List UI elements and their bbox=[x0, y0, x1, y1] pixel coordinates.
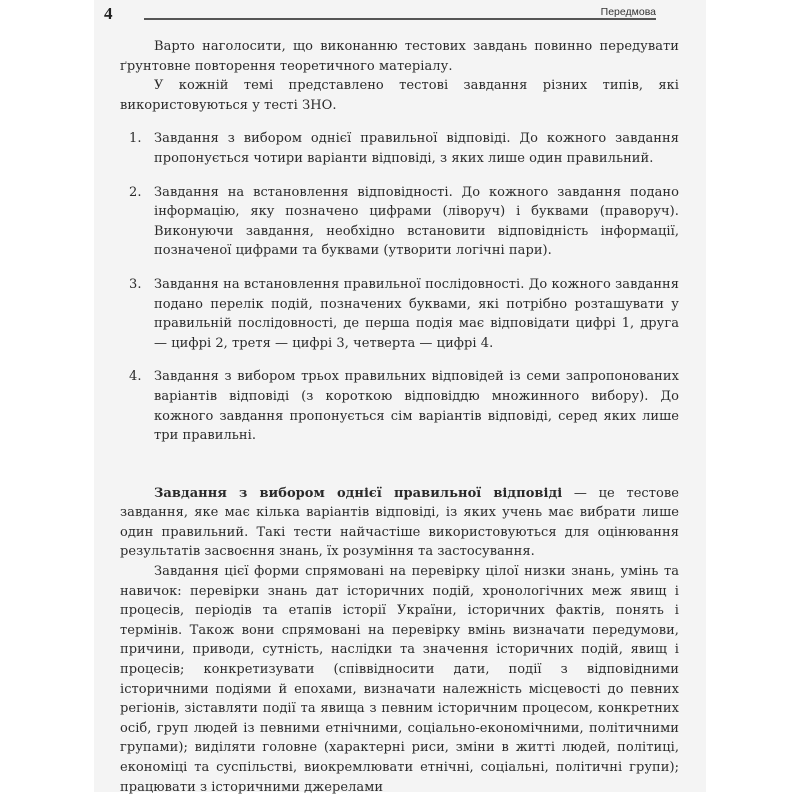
list-item-number: 4. bbox=[129, 369, 142, 385]
running-title: Передмова bbox=[600, 6, 656, 18]
intro-paragraph-1: Варто наголосити, що виконанню тестових завдань повинно передувати ґрунтовне повторення теоретичного матеріалу. bbox=[120, 39, 679, 74]
header-rule bbox=[144, 18, 656, 20]
list-item-text: Завдання на встановлення відповідності. До кожного завдання подано інформацію, яку позначено цифрами (ліворуч) і буквами (праворуч). Виконуючи завдання, необхідно встановити відповідність інформації, позначеної цифрами та буквами (утворити логічні пари). bbox=[154, 184, 679, 259]
list-item-number: 1. bbox=[129, 131, 142, 147]
book-page bbox=[94, 0, 706, 795]
list-item bbox=[120, 275, 679, 353]
list-item-text: Завдання з вибором однієї правильної відповіді. До кожного завдання пропонується чотири варіанти відповіді, з яких лише один правильний. bbox=[154, 131, 679, 166]
section-paragraph-1 bbox=[120, 484, 679, 562]
list-item bbox=[120, 367, 679, 445]
page-header bbox=[94, 0, 706, 30]
page-number: 4 bbox=[104, 4, 113, 23]
task-types-list bbox=[120, 129, 679, 445]
intro-paragraph-2: У кожній темі представлено тестові завдання різних типів, які використовуються у тесті ЗНО. bbox=[120, 78, 679, 113]
list-item bbox=[120, 183, 679, 261]
definition-text: — це тестове завдання, яке має кілька варіантів відповіді, із яких учень має вибрати лише один правильний. Такі тести найчастіше використовуються для оцінювання результатів засвоєння знань, їх розуміння та застосування. bbox=[120, 485, 679, 560]
section-paragraph-2: Завдання цієї форми спрямовані на перевірку цілої низки знань, умінь та навичок: перевірки знань дат історичних подій, хронологічних меж явищ і процесів, періодів та етапів історії України, історичних фактів, понять і термінів. Також вони спрямовані на перевірку вмінь визначати передумови, причини, приводи, сутність, наслідки та значення історичних подій, явищ і процесів; конкретизувати (співвідносити дати, події з відповідними історичними подіями й епохами, визначати належність місцевості до певних регіонів, зіставляти події та явища з певним історичним процесом, конкретних осіб, груп людей із певними етнічними, соціально-економічними, політичними групами); виділяти головне (характерні риси, зміни в житті людей, політиці, економіці та суспільстві, виокремлювати етнічні, соціальні, політичні групи); працювати з історичними джерелами bbox=[120, 564, 679, 795]
list-item bbox=[120, 129, 679, 168]
page-content bbox=[120, 37, 679, 797]
defined-term: Завдання з вибором однієї правильної відповіді bbox=[154, 485, 563, 501]
list-item-text: Завдання з вибором трьох правильних відповідей із семи запропонованих варіантів відповіді (з короткою відповіддю множинного вибору). До кожного завдання пропонується сім варіантів відповіді, серед яких лише три правильні. bbox=[154, 369, 679, 444]
list-item-text: Завдання на встановлення правильної послідовності. До кожного завдання подано перелік подій, позначених буквами, які потрібно розташувати у правильній послідовності, де перша подія має відповідати цифрі 1, друга — цифрі 2, третя — цифрі 3, четверта — цифрі 4. bbox=[154, 276, 679, 351]
list-item-number: 3. bbox=[129, 276, 142, 292]
list-item-number: 2. bbox=[129, 184, 142, 200]
